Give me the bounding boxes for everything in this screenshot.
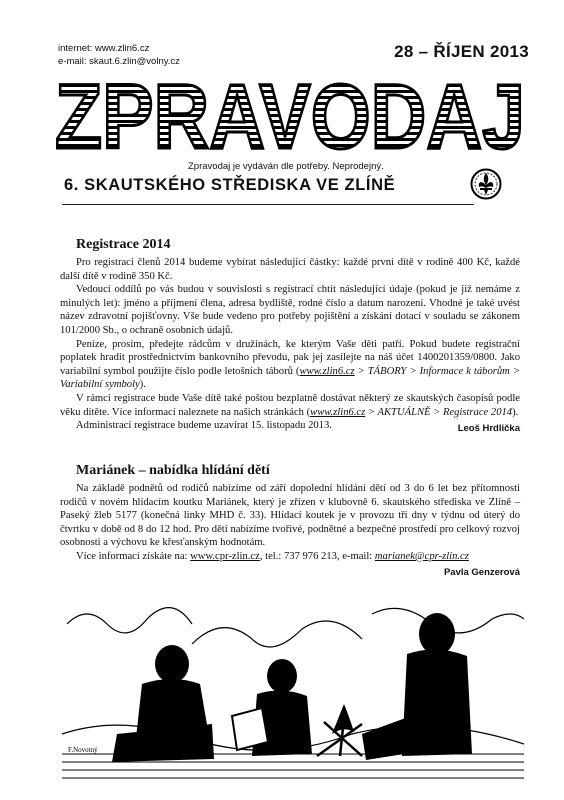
masthead-title xyxy=(50,72,530,158)
scout-lily-emblem-icon xyxy=(470,168,502,200)
article-author: Leoš Hrdlička xyxy=(457,422,520,434)
website-link[interactable]: www.zlin6.cz xyxy=(299,365,355,377)
campfire-illustration xyxy=(62,584,524,780)
website-text: internet: www.zlin6.cz xyxy=(58,43,150,54)
paragraph: Na základě podnětů od rodičů nabízíme od září dopolední hlídání dětí od 3 do 6 let bez přítomnosti rodičů v novém hlídacím koutku Mariánek, který je zřízen v klubovně 6. skautského střediska ve Zlíně – Paseký žleb 5177 (konečná linky MHD č. 33). Hlídací koutek je v provozu tři dny v týdnu od úterý do čtvrtku v době od 8 do 12 hod. Pro děti nabízíme tvořivé, podnětné a bezpečné prostředí pro celkový rozvoj osobnosti a výchovu ke křesťanským hodnotám. xyxy=(60,483,520,549)
illustration-signature: F.Novotný xyxy=(68,746,98,754)
article-registrace xyxy=(60,236,520,435)
paragraph: Peníze, prosím, předejte rádcům v družinách, ke kterým Vaše děti patří. Pokud budete registrační poplatek hradit prostřednictvím bankovního převodu, pak jej zasílejte na náš účet 1400201359/0800. Jako variabilní symbol použijte číslo podle letošních táborů (www.zlin6.cz > TÁBORY > Informace k táborům > Variabilní symboly). xyxy=(60,338,520,391)
website-link[interactable]: www.cpr-zlin.cz xyxy=(190,550,260,562)
paragraph: Pro registraci členů 2014 budeme vybírat následující částky: každé první dítě v rodině 400 Kč, každé další dítě v rodině 350 Kč. xyxy=(60,257,520,282)
website-link[interactable]: www.zlin6.cz xyxy=(310,406,366,418)
article-marianek xyxy=(60,462,520,579)
issue-number: 28 – ŘÍJEN 2013 xyxy=(394,42,529,61)
masthead-title-text: ZPRAVODAJ xyxy=(55,72,525,158)
article-title: Registrace 2014 xyxy=(76,237,171,252)
subtitle: 6. SKAUTSKÉHO STŘEDISKA VE ZLÍNĚ xyxy=(64,176,396,194)
header-divider xyxy=(62,204,474,205)
article-title: Mariánek – nabídka hlídání dětí xyxy=(76,463,270,478)
article-author: Pavla Genzerová xyxy=(443,566,520,578)
email-text: e-mail: skaut.6.zlin@volny.cz xyxy=(58,56,180,67)
paragraph: Více informací získáte na: www.cpr-zlin.cz, tel.: 737 976 213, e-mail: marianek@cpr-zlin.cz xyxy=(76,550,469,562)
email-link[interactable]: marianek@cpr-zlin.cz xyxy=(374,550,469,562)
paragraph: Vedoucí oddílů po vás budou v souvislosti s registrací chtít následující údaje (pokud je již nemáme z minulých let): jméno a příjmení člena, adresa bydliště, rodné číslo a datum narození. Vhodné je také uvést název zdravotní pojišťovny. Vše bude vedeno pro potřeby pojištění a získání dotací v souladu se zákonem 101/2000 Sb., o ochraně osobních údajů. xyxy=(60,284,520,336)
contact-info xyxy=(58,42,180,68)
paragraph: V rámci registrace bude Vaše dítě také poštou bezplatně dostávat některý ze skautských časopisů podle věku dítěte. Více informací naleznete na našich stránkách (www.zlin6.cz > AKTUÁLNĚ > Registrace 2014). xyxy=(60,392,520,418)
tagline: Zpravodaj je vydáván dle potřeby. Neprodejný. xyxy=(188,161,384,172)
paragraph: Administrací registrace budeme uzavírat 15. listopadu 2013. xyxy=(76,420,332,432)
